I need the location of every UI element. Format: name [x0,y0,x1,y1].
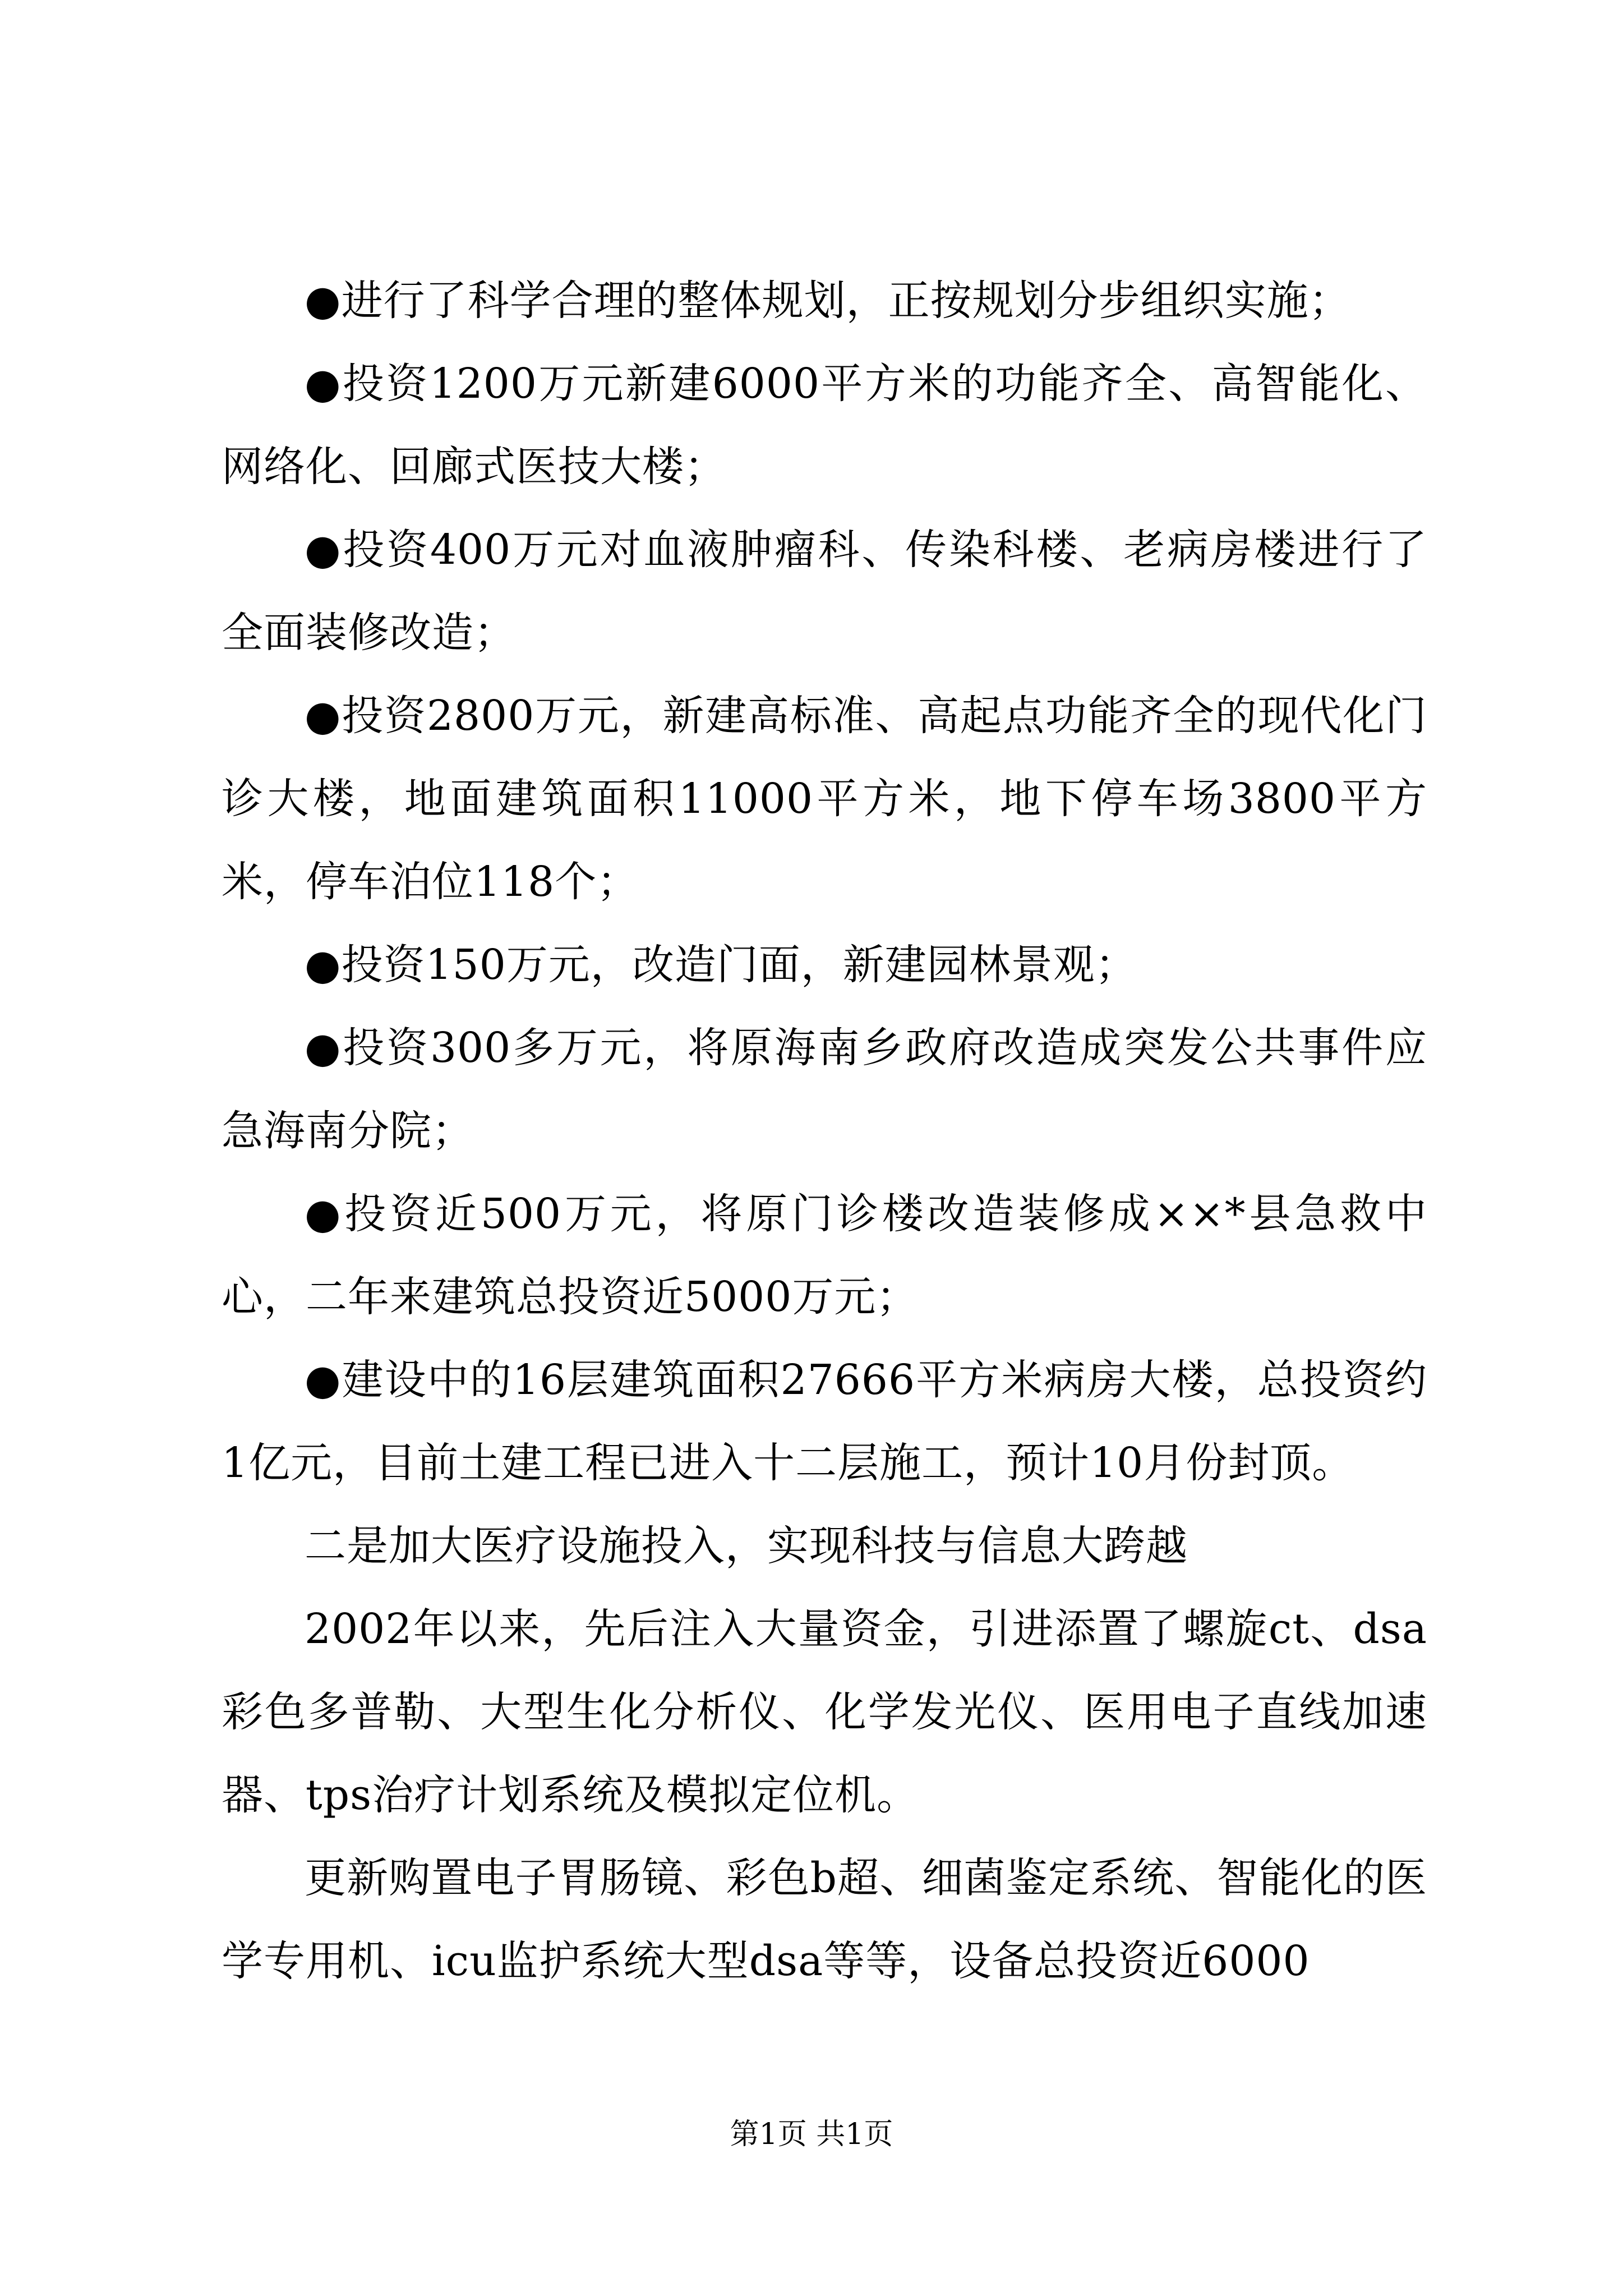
paragraph-equipment-update: 更新购置电子胃肠镜、彩色b超、细菌鉴定系统、智能化的医学专用机、icu监护系统大型dsa等等，设备总投资近6000 [222,1854,1427,1985]
section-heading-equipment: 二是加大医疗设施投入，实现科技与信息大跨越 [305,1522,1188,1570]
page-number-label: 第1页 共1页 [730,2118,893,2151]
bullet-paragraph-ward-building: ●建设中的16层建筑面积27666平方米病房大楼，总投资约1亿元，目前土建工程已进入十二层施工，预计10月份封顶。 [222,1356,1427,1487]
bullet-paragraph-outpatient-building: ●投资2800万元，新建高标准、高起点功能齐全的现代化门诊大楼，地面建筑面积11000平方米，地下停车场3800平方米，停车泊位118个； [222,692,1427,906]
bullet-paragraph-planning: ●进行了科学合理的整体规划，正按规划分步组织实施； [305,277,1351,325]
bullet-paragraph-medical-tech-building: ●投资1200万元新建6000平方米的功能齐全、高智能化、网络化、回廊式医技大楼； [222,360,1427,491]
paragraph-equipment-2002: 2002年以来，先后注入大量资金，引进添置了螺旋ct、dsa彩色多普勒、大型生化分析仪、化学发光仪、医用电子直线加速器、tps治疗计划系统及模拟定位机。 [222,1605,1427,1819]
bullet-paragraph-landscape: ●投资150万元，改造门面，新建园林景观； [305,941,1137,989]
document-body [222,259,1427,2003]
bullet-paragraph-emergency-center: ●投资近500万元，将原门诊楼改造装修成××*县急救中心，二年来建筑总投资近5000万元； [222,1190,1427,1321]
bullet-paragraph-hainan-branch: ●投资300多万元，将原海南乡政府改造成突发公共事件应急海南分院； [222,1024,1427,1155]
page-footer [0,2115,1623,2154]
bullet-paragraph-renovation: ●投资400万元对血液肿瘤科、传染科楼、老病房楼进行了全面装修改造； [222,526,1427,657]
